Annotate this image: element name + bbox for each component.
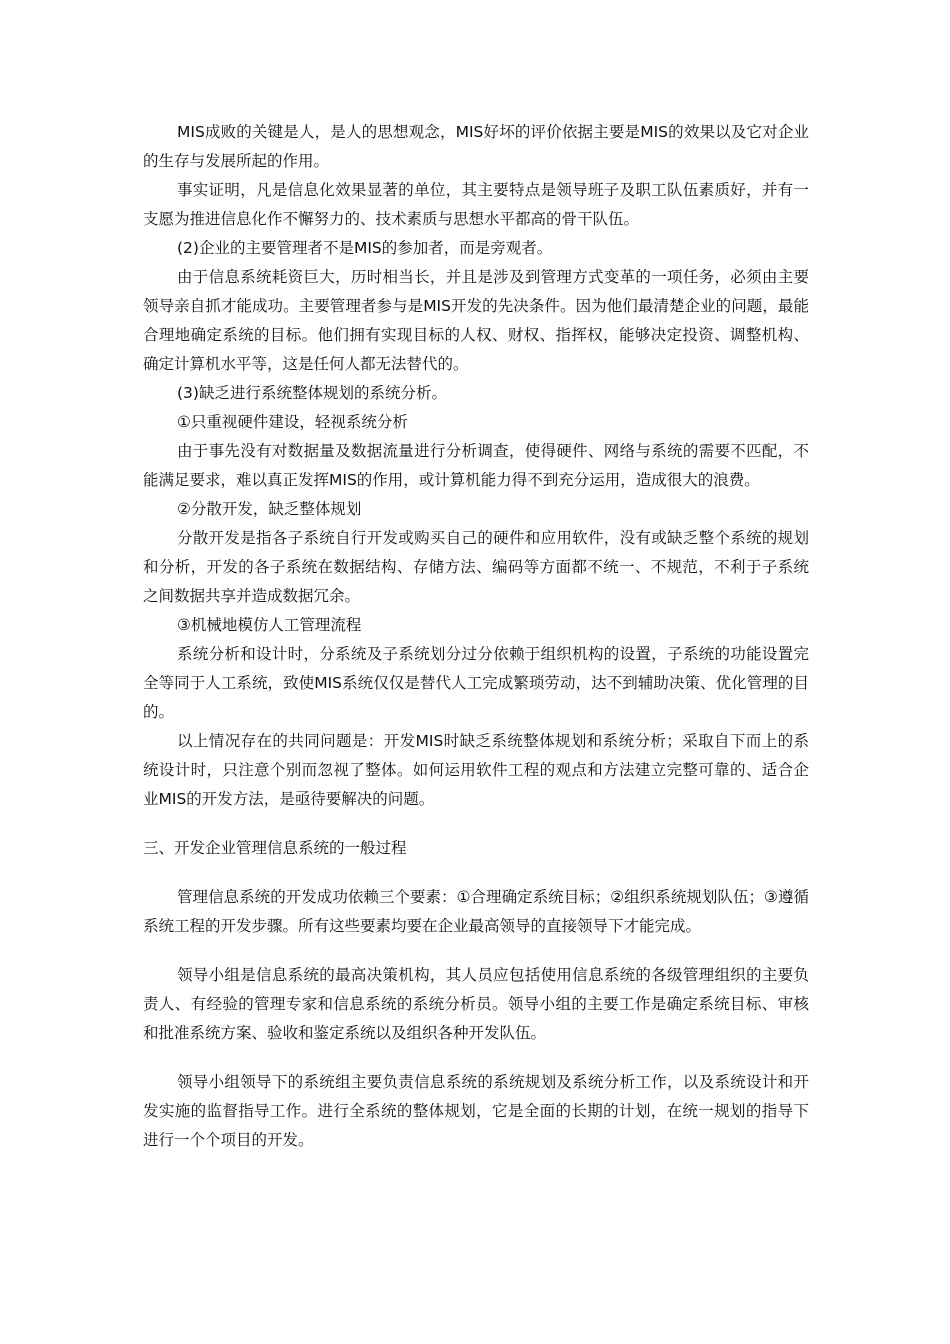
paragraph-mis-key-factor: MIS成败的关键是人，是人的思想观念，MIS好坏的评价依据主要是MIS的效果以及它对企业的生存与发展所起的作用。: [143, 123, 809, 170]
paragraph-subpoint-1: ①只重视硬件建设，轻视系统分析: [177, 413, 408, 431]
section-heading: 三、开发企业管理信息系统的一般过程: [143, 839, 407, 857]
paragraph-subpoint-2: ②分散开发，缺乏整体规划: [177, 500, 362, 518]
paragraph-system-group: 领导小组领导下的系统组主要负责信息系统的系统规划及系统分析工作，以及系统设计和开发实施的监督指导工作。进行全系统的整体规划，它是全面的长期的计划，在统一规划的指导下进行一个个项目的开发。: [143, 1073, 809, 1149]
paragraph-facts-proof: 事实证明，凡是信息化效果显著的单位，其主要特点是领导班子及职工队伍素质好，并有一支愿为推进信息化作不懈努力的、技术素质与思想水平都高的骨干队伍。: [143, 181, 809, 228]
paragraph-common-problem: 以上情况存在的共同问题是：开发MIS时缺乏系统整体规划和系统分析；采取自下而上的系统设计时，只注意个别而忽视了整体。如何运用软件工程的观点和方法建立完整可靠的、适合企业MIS的开发方法，是亟待要解决的问题。: [143, 732, 809, 808]
paragraph-hardware-mismatch: 由于事先没有对数据量及数据流量进行分析调查，使得硬件、网络与系统的需要不匹配，不能满足要求，难以真正发挥MIS的作用，或计算机能力得不到充分运用，造成很大的浪费。: [143, 442, 809, 489]
paragraph-point-2: (2)企业的主要管理者不是MIS的参加者，而是旁观者。: [177, 239, 553, 257]
paragraph-scattered-development: 分散开发是指各子系统自行开发或购买自己的硬件和应用软件，没有或缺乏整个系统的规划和分析，开发的各子系统在数据结构、存储方法、编码等方面都不统一、不规范，不利于子系统之间数据共享并造成数据冗余。: [143, 529, 809, 605]
paragraph-point-3: (3)缺乏进行系统整体规划的系统分析。: [177, 384, 447, 402]
paragraph-leadership-group: 领导小组是信息系统的最高决策机构，其人员应包括使用信息系统的各级管理组织的主要负责人、有经验的管理专家和信息系统的系统分析员。领导小组的主要工作是确定系统目标、审核和批准系统方案、验收和鉴定系统以及组织各种开发队伍。: [143, 966, 809, 1042]
paragraph-manual-process: 系统分析和设计时，分系统及子系统划分过分依赖于组织机构的设置，子系统的功能设置完全等同于人工系统，致使MIS系统仅仅是替代人工完成繁琐劳动，达不到辅助决策、优化管理的目的。: [143, 645, 809, 721]
document-body: [143, 118, 809, 1155]
paragraph-subpoint-3: ③机械地模仿人工管理流程: [177, 616, 362, 634]
paragraph-leadership-role: 由于信息系统耗资巨大，历时相当长，并且是涉及到管理方式变革的一项任务，必须由主要领导亲自抓才能成功。主要管理者参与是MIS开发的先决条件。因为他们最清楚企业的问题，最能合理地确定系统的目标。他们拥有实现目标的人权、财权、指挥权，能够决定投资、调整机构、确定计算机水平等，这是任何人都无法替代的。: [143, 268, 809, 373]
paragraph-three-factors: 管理信息系统的开发成功依赖三个要素：①合理确定系统目标；②组织系统规划队伍；③遵循系统工程的开发步骤。所有这些要素均要在企业最高领导的直接领导下才能完成。: [143, 888, 809, 935]
